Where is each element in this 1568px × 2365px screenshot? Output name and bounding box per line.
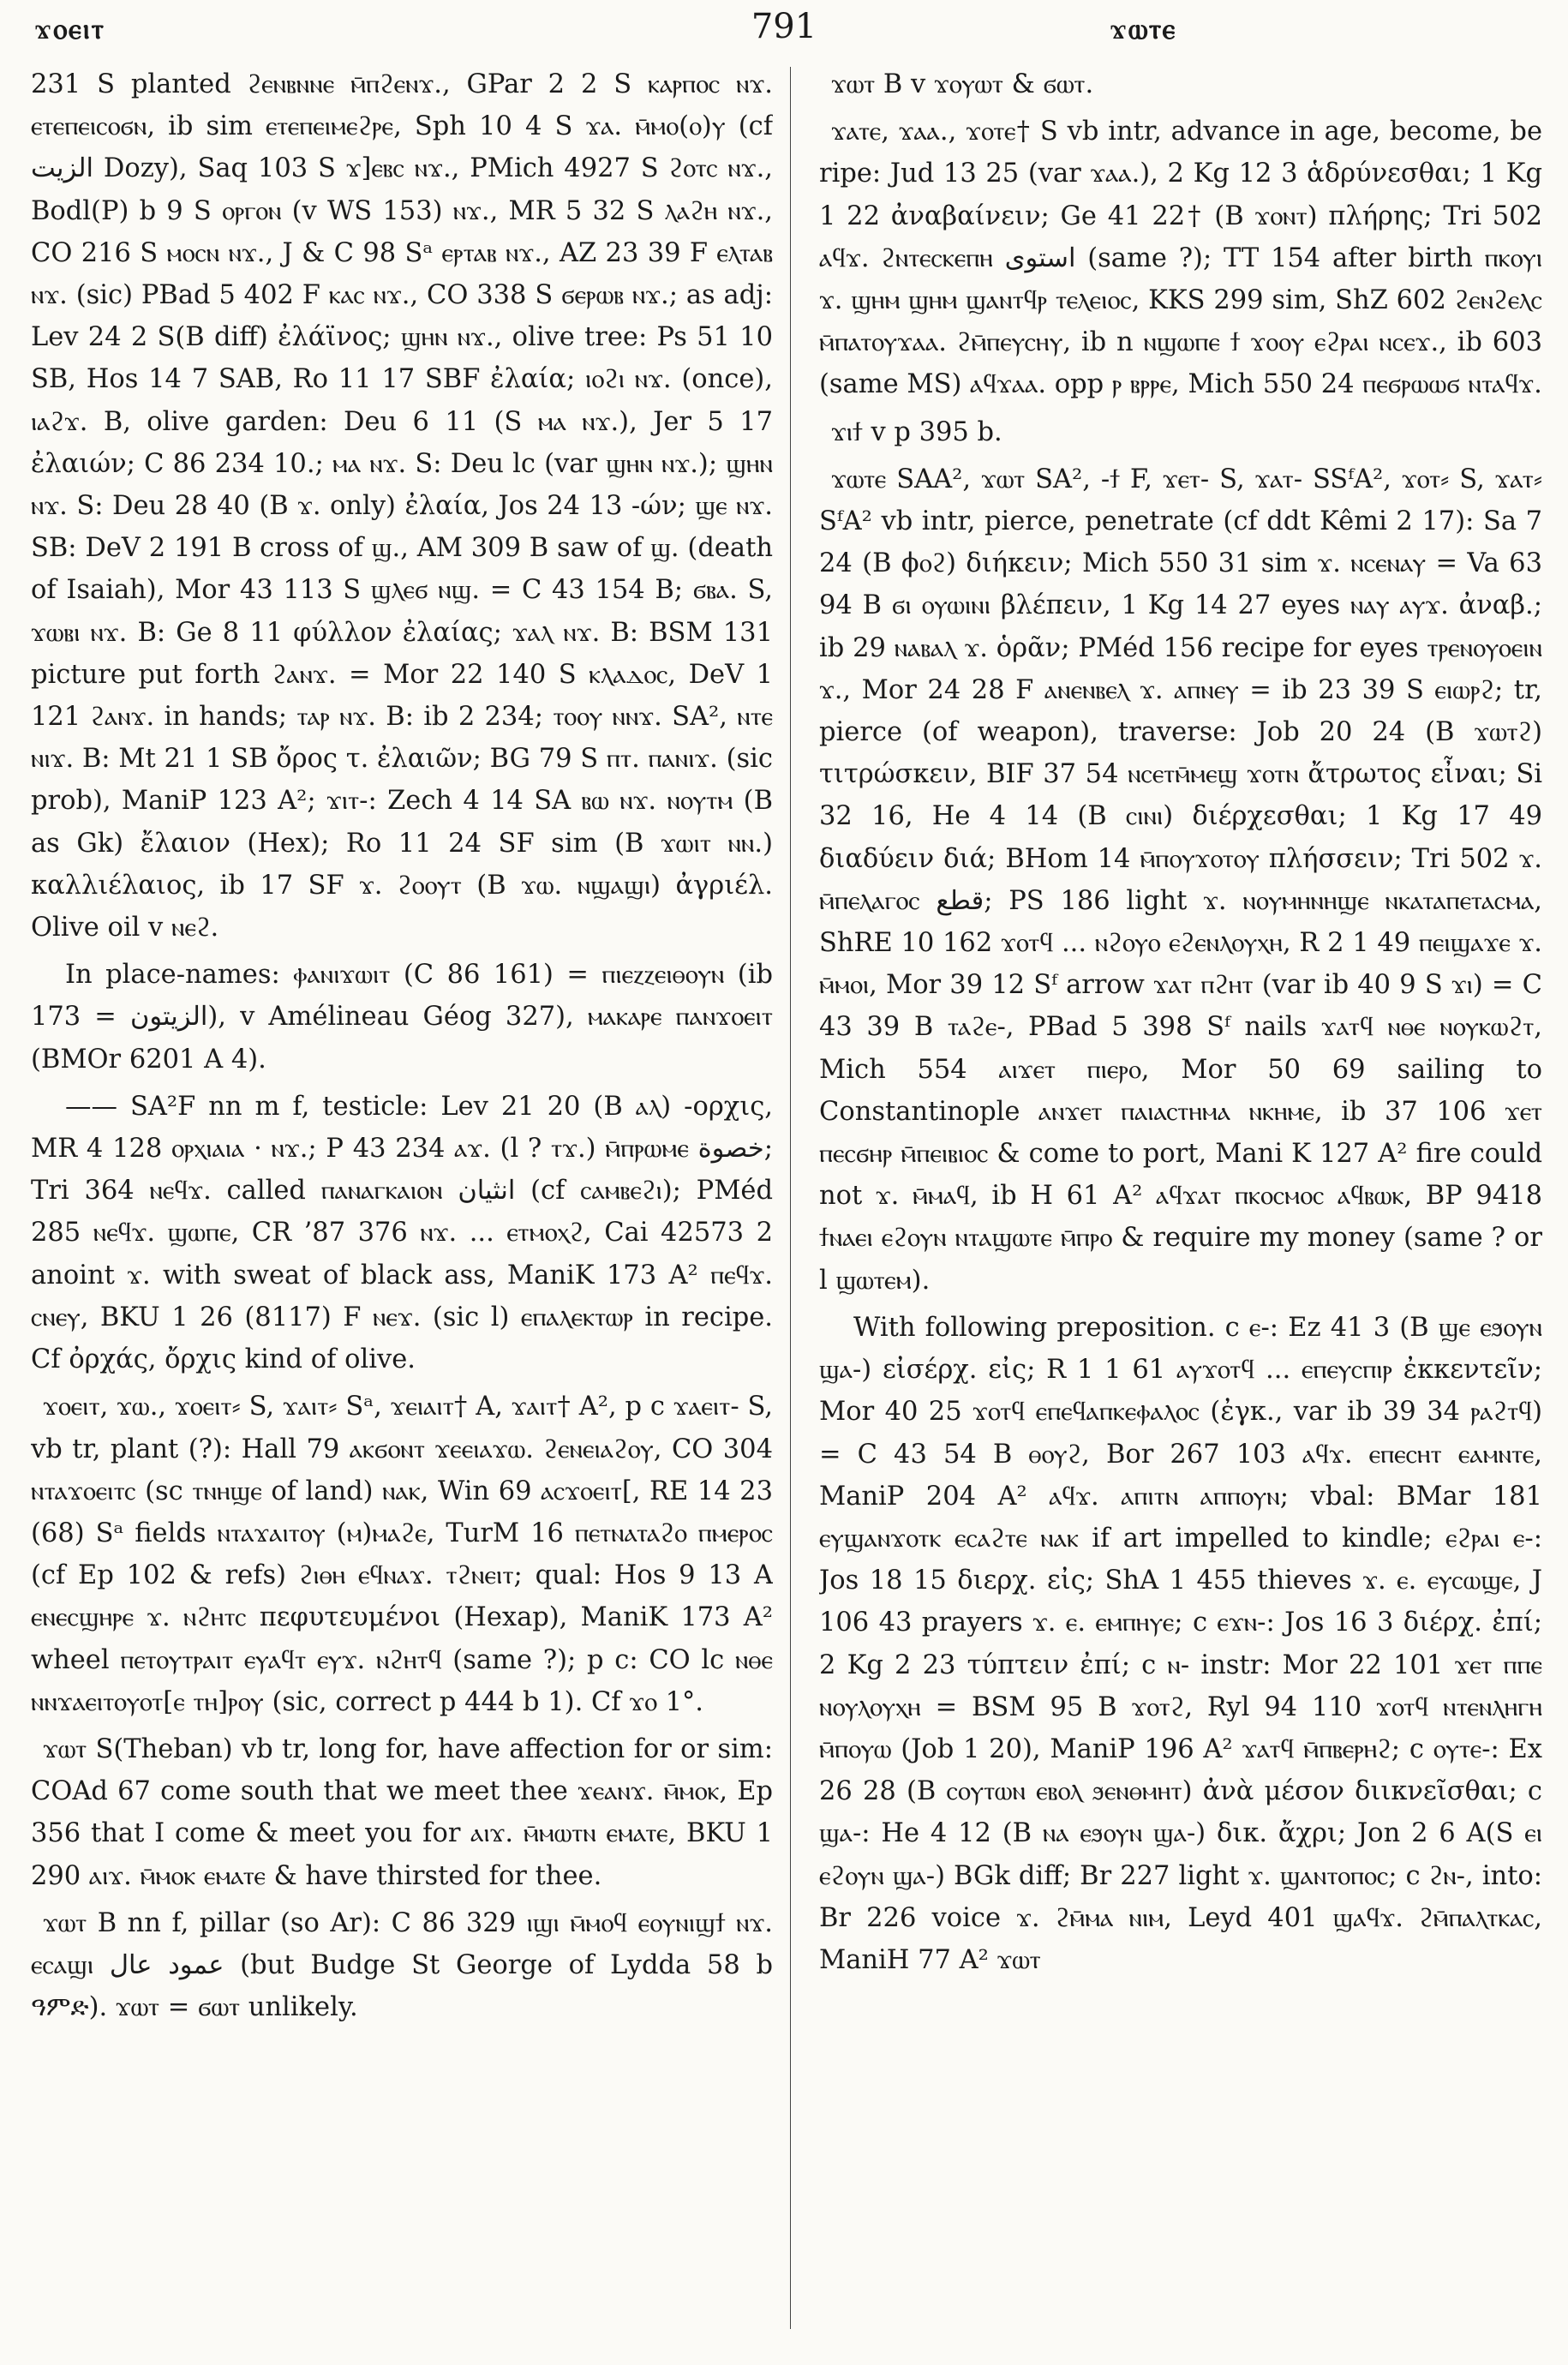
page-header — [0, 0, 1568, 60]
entry-paragraph: ϫⲱⲧ B nn f, pillar (so Ar): C 86 329 ⲓϣⲓ ⲙ̄ⲙⲟϥ ⲉⲟⲩⲛⲓϣϯ ⲛϫ. ⲉⲥⲁϣⲓ ﻋﻤﻮﺩ ﻋﺎﻝ (but Budge St George of Lydda 58 b ዓምድ). ϫⲱⲧ = ϭⲱⲧ unlikely. — [31, 1907, 773, 2023]
column-divider — [790, 67, 791, 2329]
entry-paragraph: —— SA²F nn m f, testicle: Lev 21 20 (B ⲁⲗ) -ορχις, MR 4 128 ⲟⲣⲭⲓⲁⲓⲁ · ⲛϫ.; P 43 234 ⲁϫ. (l ? ⲧϫ.) ⲙ̄ⲡⲣⲱⲙⲉ ﺧﺼﻮﺓ; Tri 364 ⲛⲉϥϫ. called ⲡⲁⲛⲁⲅⲕⲁⲓⲟⲛ ﺍﻧﺜﻴﺎﻥ (cf ⲥⲁⲙⲃⲉϩⲓ); PMéd 285 ⲛⲉϥϫ. ϣⲱⲡⲉ, CR ’87 376 ⲛϫ. ... ⲉⲧⲙⲟⲭϩ, Cai 42573 2 anoint ϫ. with sweat of black ass, ManiK 173 A² ⲡⲉϥϫ. ⲥⲛⲉⲩ, BKU 1 26 (8117) F ⲛⲉϫ. (sic l) ⲉⲡⲁⲗⲉⲕⲧⲱⲣ in recipe. Cf ὀρχάς, ὄρχις kind of olive. — [31, 1091, 773, 1375]
entry-paragraph: ϫⲓϯ v p 395 b. — [831, 416, 1002, 447]
header-right-catchword: ϫⲱⲧⲉ — [1110, 12, 1177, 45]
page-number: 791 — [751, 7, 817, 46]
left-column — [31, 63, 773, 2350]
entry-paragraph: ϫⲱⲧⲉ SAA², ϫⲱⲧ SA², -ϯ F, ϫⲉⲧ- S, ϫⲁⲧ- SSᶠA², ϫⲟⲧ⸗ S, ϫⲁⲧ⸗ SᶠA² vb intr, pierce, penetrate (cf ddt Kêmi 2 17): Sa 7 24 (B ϕⲟϩ) διήκειν; Mich 550 31 sim ϫ. ⲛⲥⲉⲛⲁⲩ = Va 63 94 B ϭⲓ ⲟⲩⲱⲓⲛⲓ βλέπειν, 1 Kg 14 27 eyes ⲛⲁⲩ ⲁⲩϫ. ἀναβ.; ib 29 ⲛⲁⲃⲁⲗ ϫ. ὁρᾶν; PMéd 156 recipe for eyes ⲧⲣⲉⲛⲟⲩⲟⲉⲓⲛ ϫ., Mor 24 28 F ⲁⲛⲉⲛⲃⲉⲗ ϫ. ⲁⲡⲛⲉⲩ = ib 23 39 S ⲉⲓⲱⲣϩ; tr, pierce (of weapon), traverse: Job 20 24 (B ϫⲱⲧϩ) τιτρώσκειν, BIF 37 54 ⲛⲥⲉⲧⲙ̄ⲙⲉϣ ϫⲟⲧⲛ ἄτρωτος εἶναι; Si 32 16, He 4 14 (B ⲥⲓⲛⲓ) διέρχεσθαι; 1 Kg 17 49 διαδύειν διά; BHom 14 ⲙ̄ⲡⲟⲩϫⲟⲧⲟⲩ πλήσσειν; Tri 502 ϫ. ⲙ̄ⲡⲉⲗⲁⲅⲟⲥ ﻗﻄﻊ; PS 186 light ϫ. ⲛⲟⲩⲙⲏⲛⲏϣⲉ ⲛⲕⲁⲧⲁⲡⲉⲧⲁⲥⲙⲁ, ShRE 10 162 ϫⲟⲧϥ ... ⲛϩⲟⲩⲟ ⲉϩⲉⲛⲗⲟⲩⲭⲏ, R 2 1 49 ⲡⲉⲓϣⲁϫⲉ ϫ. ⲙ̄ⲙⲟⲓ, Mor 39 12 Sᶠ arrow ϫⲁⲧ ⲡϩⲏⲧ (var ib 40 9 S ϫⲓ) = C 43 39 B ⲧⲁϩⲉ-, PBad 5 398 Sᶠ nails ϫⲁⲧϥ ⲛⲑⲉ ⲛⲟⲩⲕⲱϩⲧ, Mich 554 ⲁⲓϫⲉⲧ ⲡⲓⲉⲣⲟ, Mor 50 69 sailing to Constantinople ⲁⲛϫⲉⲧ ⲡⲁⲓⲁⲥⲧⲏⲙⲁ ⲛⲕⲏⲙⲉ, ib 37 106 ϫⲉⲧ ⲡⲉⲥϭⲏⲣ ⲙ̄ⲡⲉⲓⲃⲓⲟⲥ & come to port, Mani K 127 A² fire could not ϫ. ⲙ̄ⲙⲁϥ, ib H 61 A² ⲁϥϫⲁⲧ ⲡⲕⲟⲥⲙⲟⲥ ⲁϥⲃⲱⲕ, BP 9418 ϯⲛⲁⲉⲓ ⲉϩⲟⲩⲛ ⲛⲧⲁϣⲱⲧⲉ ⲙ̄ⲡⲣⲟ & require my money (same ? or l ϣⲱⲧⲉⲙ). — [819, 464, 1542, 1296]
right-column — [819, 63, 1542, 2350]
entry-paragraph: ϫⲱⲧ B v ϫⲟⲩⲱⲧ & ϭⲱⲧ. — [831, 69, 1094, 99]
entry-paragraph: ϫⲱⲧ S(Theban) vb tr, long for, have affection for or sim: COAd 67 come south that we meet thee ϫⲉⲁⲛϫ. ⲙ̄ⲙⲟⲕ, Ep 356 that I come & meet you for ⲁⲓϫ. ⲙ̄ⲙⲱⲧⲛ ⲉⲙⲁⲧⲉ, BKU 1 290 ⲁⲓϫ. ⲙ̄ⲙⲟⲕ ⲉⲙⲁⲧⲉ & have thirsted for thee. — [31, 1733, 773, 1891]
entry-paragraph: ϫⲁⲧⲉ, ϫⲁⲁ., ϫⲟⲧⲉ† S vb intr, advance in age, become, be ripe: Jud 13 25 (var ϫⲁⲁ.), 2 Kg 12 3 ἁδρύνεσθαι; 1 Kg 1 22 ἀναβαίνειν; Ge 41 22† (B ϫⲟⲛⲧ) πλήρης; Tri 502 ⲁϥϫ. ϩⲛⲧⲉⲥⲕⲉⲡⲏ ﺍﺳﺘﻮﻯ (same ?); TT 154 after birth ⲡⲕⲟⲩⲓ ϫ. ϣⲏⲙ ϣⲏⲙ ϣⲁⲛⲧϥⲣ ⲧⲉⲗⲉⲓⲟⲥ, KKS 299 sim, ShZ 602 ϩⲉⲛϩⲉⲗⲥ ⲙ̄ⲡⲁⲧⲟⲩϫⲁⲁ. ϩⲙ̄ⲡⲉⲩⲥⲏⲩ, ib n ⲛϣⲱⲡⲉ ϯ ϫⲟⲟⲩ ⲉϩⲣⲁⲓ ⲛⲥⲉϫ., ib 603 (same MS) ⲁϥϫⲁⲁ. opp ⲣ ⲃⲣⲣⲉ, Mich 550 24 ⲡⲉϭⲣⲱⲱϭ ⲛⲧⲁϥϫ. — [819, 117, 1542, 400]
header-left-catchword: ϫⲟⲉⲓⲧ — [34, 12, 105, 45]
entry-paragraph: With following preposition. c ⲉ-: Ez 41 3 (B ϣⲉ ⲉϧⲟⲩⲛ ϣⲁ-) εἰσέρχ. εἰς; R 1 1 61 ⲁⲩϫⲟⲧϥ ... ⲉⲡⲉⲩⲥⲡⲓⲣ ἐκκεντεῖν; Mor 40 25 ϫⲟⲧϥ ⲉⲡⲉϥⲁⲡⲕⲉⲫⲁⲗⲟⲥ (ἐγκ., var ib 39 34 ⲣⲁϩⲧϥ) = C 43 54 B ⲑⲟⲩϩ, Bor 267 103 ⲁϥϫ. ⲉⲡⲉⲥⲏⲧ ⲉⲁⲙⲛⲧⲉ, ManiP 204 A² ⲁϥϫ. ⲁⲡⲓⲧⲛ ⲁⲡⲡⲟⲩⲛ; vbal: BMar 181 ⲉⲩϣⲁⲛϫⲟⲧⲕ ⲉⲥⲁϩⲧⲉ ⲛⲁⲕ if art impelled to kindle; ⲉϩⲣⲁⲓ ⲉ-: Jos 18 15 διερχ. εἰς; ShA 1 455 thieves ϫ. ⲉ. ⲉⲩⲥⲱϣⲉ, J 106 43 prayers ϫ. ⲉ. ⲉⲙⲡⲏⲩⲉ; c ⲉϫⲛ-: Jos 16 3 διέρχ. ἐπί; 2 Kg 2 23 τύπτειν ἐπί; c ⲛ- instr: Mor 22 101 ϫⲉⲧ ⲡⲡⲉ ⲛⲟⲩⲗⲟⲩⲭⲏ = BSM 95 B ϫⲟⲧϩ, Ryl 94 110 ϫⲟⲧϥ ⲛⲧⲉⲛⲗⲏⲅⲏ ⲙ̄ⲡⲟⲩⲱ (Job 1 20), ManiP 196 A² ϫⲁⲧϥ ⲙ̄ⲡⲃⲉⲣⲏϩ; c ⲟⲩⲧⲉ-: Ex 26 28 (B ⲥⲟⲩⲧⲱⲛ ⲉⲃⲟⲗ ϧⲉⲛⲑⲙⲏⲧ) ἀνὰ μέσον διικνεῖσθαι; c ϣⲁ-: He 4 12 (B ⲛⲁ ⲉϧⲟⲩⲛ ϣⲁ-) δικ. ἄχρι; Jon 2 6 A(S ⲉⲓ ⲉϩⲟⲩⲛ ϣⲁ-) BGk diff; Br 227 light ϫ. ϣⲁⲛⲧⲟⲡⲟⲥ; c ϩⲛ-, into: Br 226 voice ϫ. ϩⲙ̄ⲙⲁ ⲛⲓⲙ, Leyd 401 ϣⲁϥϫ. ϩⲙ̄ⲡⲁⲗⲧⲕⲁⲥ, ManiH 77 A² ϫⲱⲧ — [819, 1312, 1542, 1975]
entry-paragraph: In place-names: ⲫⲁⲛⲓϫⲱⲓⲧ (C 86 161) = ⲡⲓⲉⲍⲍⲉⲓⲑⲟⲩⲛ (ib 173 = ﺍﻟﺰﻳﺘﻮﻥ), v Amélineau Géog 327), ⲙⲁⲕⲁⲣⲉ ⲡⲁⲛϫⲟⲉⲓⲧ (BMOr 6201 A 4). — [31, 960, 773, 1075]
entry-paragraph: 231 S planted ϩⲉⲛⲃⲛⲛⲉ ⲙ̄ⲡϩⲉⲛϫ., GPar 2 2 S ⲕⲁⲣⲡⲟⲥ ⲛϫ. ⲉⲧⲉⲡⲉⲓⲥⲟϭⲛ, ib sim ⲉⲧⲉⲡⲉⲓⲙⲉϩⲣⲉ, Sph 10 4 S ϫⲁ. ⲙ̄ⲙⲟ(ⲟ)ⲩ (cf ﺍﻟﺰﻳﺖ Dozy), Saq 103 S ϫ]ⲉⲃⲥ ⲛϫ., PMich 4927 S ϩⲟⲧⲥ ⲛϫ., Bodl(P) b 9 S ⲟⲣⲅⲟⲛ (v WS 153) ⲛϫ., MR 5 32 S ⲗⲁϩⲏ ⲛϫ., CO 216 S ⲙⲟⲥⲛ ⲛϫ., J & C 98 Sᵃ ⲉⲣⲧⲁⲃ ⲛϫ., AZ 23 39 F ⲉⲗⲧⲁⲃ ⲛϫ. (sic) PBad 5 402 F ⲕⲁⲥ ⲛϫ., CO 338 S ϭⲉⲣⲱⲃ ⲛϫ.; as adj: Lev 24 2 S(B diff) ἐλάϊνος; ϣⲏⲛ ⲛϫ., olive tree: Ps 51 10 SB, Hos 14 7 SAB, Ro 11 17 SBF ἐλαία; ⲓⲟϩⲓ ⲛϫ. (once), ⲓⲁϩϫ. B, olive garden: Deu 6 11 (S ⲙⲁ ⲛϫ.), Jer 5 17 ἐλαιών; C 86 234 10.; ⲙⲁ ⲛϫ. S: Deu lc (var ϣⲏⲛ ⲛϫ.); ϣⲏⲛ ⲛϫ. S: Deu 28 40 (B ϫ. only) ἐλαία, Jos 24 13 -ών; ϣⲉ ⲛϫ. SB: DeV 2 191 B cross of ϣ., AM 309 B saw of ϣ. (death of Isaiah), Mor 43 113 S ϣⲗⲉϭ ⲛϣ. = C 43 154 B; ϭⲃⲁ. S, ϫⲱⲃⲓ ⲛϫ. B: Ge 8 11 φύλλον ἐλαίας; ϫⲁⲗ ⲛϫ. B: BSM 131 picture put forth ϩⲁⲛϫ. = Mor 22 140 S ⲕⲗⲁⲇⲟⲥ, DeV 1 121 ϩⲁⲛϫ. in hands; ⲧⲁⲣ ⲛϫ. B: ib 2 234; ⲧⲟⲟⲩ ⲛⲛϫ. SA², ⲛⲧⲉ ⲛⲓϫ. B: Mt 21 1 SB ὄρος τ. ἐλαιῶν; BG 79 S ⲡⲧ. ⲡⲁⲛⲓϫ. (sic prob), ManiP 123 A²; ϫⲓⲧ-: Zech 4 14 SA ⲃⲱ ⲛϫ. ⲛⲟⲩⲧⲙ (B as Gk) ἔλαιον (Hex); Ro 11 24 SF sim (B ϫⲱⲓⲧ ⲛⲛ.) καλλιέλαιος, ib 17 SF ϫ. ϩⲟⲟⲩⲧ (B ϫⲱ. ⲛϣⲁϣⲓ) ἀγριέλ. Olive oil v ⲛⲉϩ. — [31, 69, 773, 943]
entry-paragraph: ϫⲟⲉⲓⲧ, ϫⲱ., ϫⲟⲉⲓⲧ⸗ S, ϫⲁⲓⲧ⸗ Sᵃ, ϫⲉⲓⲁⲓⲧ† A, ϫⲁⲓⲧ† A², p c ϫⲁⲉⲓⲧ- S, vb tr, plant (?): Hall 79 ⲁⲕϭⲟⲛⲧ ϫⲉⲉⲓⲁϫⲱ. ϩⲉⲛⲉⲓⲁϩⲟⲩ, CO 304 ⲛⲧⲁϫⲟⲉⲓⲧⲥ (sc ⲧⲛⲏϣⲉ of land) ⲛⲁⲕ, Win 69 ⲁⲥϫⲟⲉⲓⲧ[, RE 14 23 (68) Sᵃ fields ⲛⲧⲁϫⲁⲓⲧⲟⲩ (ⲙ)ⲙⲁϩⲉ, TurM 16 ⲡⲉⲧⲛⲁⲧⲁϩⲟ ⲡⲙⲉⲣⲟⲥ (cf Ep 102 & refs) ϩⲓⲑⲏ ⲉϥⲛⲁϫ. ⲧϩⲛⲉⲓⲧ; qual: Hos 9 13 A ⲉⲛⲉⲥϣⲏⲣⲉ ϫ. ⲛϩⲏⲧⲥ πεφυτευμένοι (Hexap), ManiK 173 A² wheel ⲡⲉⲧⲟⲩⲧⲣⲁⲓⲧ ⲉⲩⲁϥⲧ ⲉⲩϫ. ⲛϩⲏⲧϥ (same ?); p c: CO lc ⲛⲑⲉ ⲛⲛϫⲁⲉⲓⲧⲟⲩⲟⲧ[ⲉ ⲧⲏ]ⲣⲟⲩ (sic, correct p 444 b 1). Cf ϫⲟ 1°. — [31, 1392, 773, 1717]
